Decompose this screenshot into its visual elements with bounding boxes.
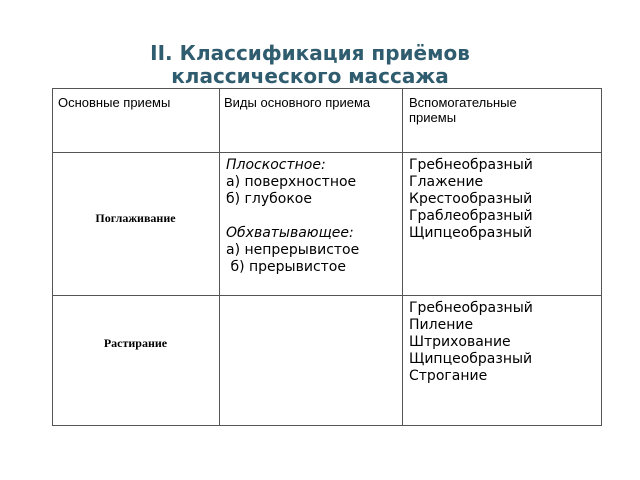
header-types: Виды основного приема (224, 95, 371, 110)
types-item: б) глубокое (226, 191, 312, 207)
aux-item: Пиление (409, 317, 474, 333)
aux-item: Щипцеобразный (409, 225, 533, 241)
row-divider-2 (52, 295, 602, 296)
row-1-types (226, 157, 400, 276)
table-border-right (601, 88, 602, 426)
aux-item: Глажение (409, 174, 484, 190)
row-2-main: Растирание (103, 336, 168, 350)
aux-item: Строгание (409, 368, 488, 384)
aux-item: Гребнеобразный (409, 300, 533, 316)
header-aux: Вспомогательные приемы (409, 95, 517, 125)
aux-item: Штрихование (409, 334, 511, 350)
aux-item: Гребнеобразный (409, 157, 533, 173)
col-divider-2 (402, 88, 403, 426)
page-title (0, 42, 620, 88)
row-1-aux (409, 157, 599, 242)
aux-item: Крестообразный (409, 191, 533, 207)
table-border-top (52, 88, 602, 89)
types-item: б) прерывистое (226, 259, 346, 275)
table-border-bottom (52, 425, 602, 426)
col-divider-1 (219, 88, 220, 426)
table-border-left (52, 88, 53, 426)
types-heading-1: Плоскостное: (226, 157, 326, 173)
row-1-main: Поглаживание (95, 211, 176, 225)
types-item: а) непрерывистое (226, 242, 360, 258)
row-2-aux (409, 300, 599, 385)
aux-item: Граблеобразный (409, 208, 533, 224)
types-item: а) поверхностное (226, 174, 357, 190)
header-main: Основные приемы (58, 95, 171, 110)
row-divider-1 (52, 152, 602, 153)
aux-item: Щипцеобразный (409, 351, 533, 367)
types-heading-2: Обхватывающее: (226, 225, 354, 241)
title-line-2: классического массажа (171, 64, 449, 88)
title-line-1: II. Классификация приёмов (150, 42, 470, 65)
